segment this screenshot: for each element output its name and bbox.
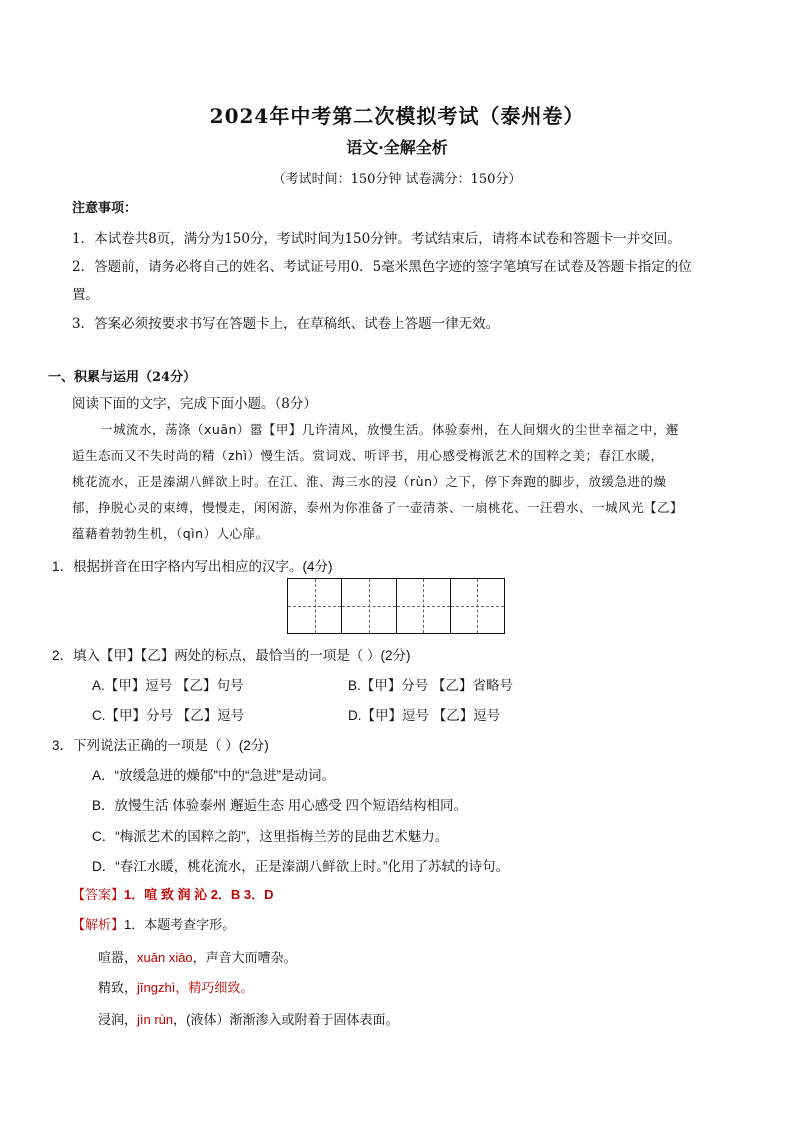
notice-item: 置。 — [72, 287, 99, 303]
q3-option-d: D．“春江水暖，桃花流水，正是溱湖八鲜欲上时。”化用了苏轼的诗句。 — [92, 859, 509, 874]
answer-block — [72, 884, 274, 903]
notice-item: 1．本试卷共8页，满分为150分，考试时间为150分钟。考试结束后，请将本试卷和答题卡一并交回。 — [72, 231, 681, 247]
page-title: 2024年中考第二次模拟考试（泰州卷） — [209, 104, 585, 128]
section-heading: 一、积累与运用（24分） — [48, 370, 197, 385]
passage-line: 蕴藉着勃勃生机，（qìn）人心扉。 — [72, 526, 269, 541]
tianzige-cell[interactable] — [288, 579, 342, 633]
q2-option-b: B.【甲】分号 【乙】省略号 — [348, 678, 514, 693]
q2-option-d: D.【甲】逗号 【乙】逗号 — [348, 708, 501, 723]
notice-heading: 注意事项： — [72, 201, 138, 216]
passage-line: 逅生态而又不失时尚的精（zhì）慢生活。赏词戏、听评书，用心感受梅派艺术的国粹之美；春江水暖， — [72, 448, 664, 463]
q3-option-c: C．“梅派艺术的国粹之韵”，这里指梅兰芳的昆曲艺术魅力。 — [92, 829, 449, 844]
answer-label: 【答案】 — [72, 887, 125, 902]
pinyin: xuān xiāo — [137, 950, 193, 965]
q2-option-c: C.【甲】分号 【乙】逗号 — [92, 708, 245, 723]
question-2: 2．填入【甲】【乙】两处的标点，最恰当的一项是（ ）(2分) — [52, 648, 411, 663]
page-subtitle: 语文·全解全析 — [346, 138, 448, 157]
tianzige-grid[interactable] — [287, 578, 505, 634]
question-3: 3．下列说法正确的一项是（ ）(2分) — [52, 738, 269, 753]
q3-option-b: B．放慢生活 体验泰州 邂逅生态 用心感受 四个短语结构相同。 — [92, 798, 468, 813]
analysis-text: 1．本题考查字形。 — [124, 917, 236, 932]
answer-text: 1．喧 致 润 沁 2．B 3．D — [124, 887, 274, 902]
passage-line: 一城流水，荡涤（xuān）嚣【甲】几许清风，放慢生活。体验泰州，在人间烟火的尘世幸福之中，邂 — [100, 422, 679, 437]
passage-line: 郁，挣脱心灵的束缚，慢慢走，闲闲游，泰州为你准备了一壶清茶、一扇桃花、一汪碧水、一城风光【乙】 — [72, 500, 684, 515]
pinyin: jīngzhì — [137, 980, 176, 995]
tianzige-cell[interactable] — [397, 579, 451, 633]
passage-line: 桃花流水，正是溱湖八鲜欲上时。在江、淮、海三水的浸（rùn）之下，停下奔跑的脚步，放缓急进的燥 — [72, 474, 667, 489]
notice-item: 2．答题前，请务必将自己的姓名、考试证号用0．5毫米黑色字迹的签字笔填写在试卷及答题卡指定的位 — [72, 259, 692, 275]
exam-info: （考试时间：150分钟 试卷满分：150分） — [272, 172, 522, 187]
analysis-line: 精致，jīngzhì，精巧细致。 — [98, 980, 254, 995]
q2-option-a: A.【甲】逗号 【乙】句号 — [92, 678, 244, 693]
notice-item: 3．答案必须按要求书写在答题卡上，在草稿纸、试卷上答题一律无效。 — [72, 316, 500, 332]
pinyin: jìn rùn — [137, 1012, 174, 1027]
analysis-block — [72, 914, 235, 933]
q3-option-a: A．“放缓急进的燥郁”中的“急进”是动词。 — [92, 768, 335, 783]
reading-instruction: 阅读下面的文字，完成下面小题。（8分） — [72, 396, 317, 412]
analysis-line: 浸润，jìn rùn，(液体）渐渐渗入或附着于固体表面。 — [98, 1012, 399, 1027]
analysis-line: 喧嚣，xuān xiāo，声音大而嘈杂。 — [98, 950, 297, 965]
tianzige-cell[interactable] — [342, 579, 396, 633]
question-1: 1．根据拼音在田字格内写出相应的汉字。(4分) — [52, 559, 333, 574]
analysis-label: 【解析】 — [72, 917, 125, 932]
tianzige-cell[interactable] — [451, 579, 504, 633]
